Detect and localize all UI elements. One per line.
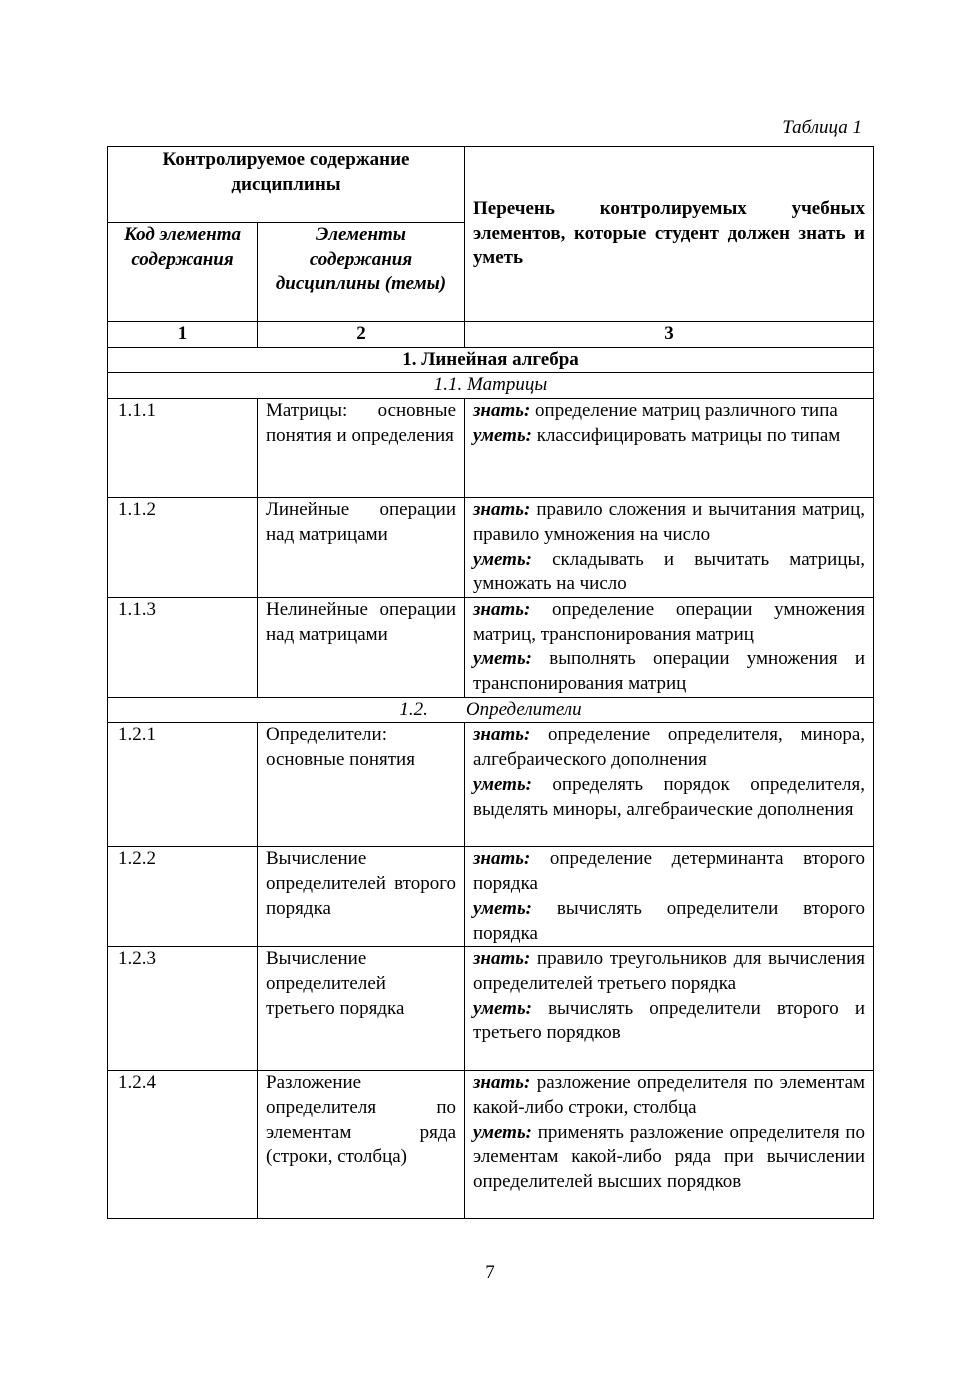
page-number: 7: [485, 1262, 495, 1283]
table-row: [108, 1071, 874, 1219]
element-title: Линейные операции над матрицами: [258, 498, 465, 598]
can-text: складывать и вычитать матрицы, умножать на число: [473, 548, 866, 595]
element-code: 1.2.1: [108, 723, 258, 847]
table-caption: Таблица 1: [782, 117, 862, 138]
element-description: [465, 399, 874, 498]
know-label: знать:: [473, 848, 531, 870]
element-title: Нелинейные операции над матрицами: [258, 597, 465, 697]
know-label: знать:: [473, 598, 531, 620]
table-row: [108, 399, 874, 498]
can-text: вычислять определители второго порядка: [473, 897, 866, 944]
element-title: Вычисление определителей второго порядка: [258, 847, 465, 947]
table-row: [108, 947, 874, 1071]
element-description: [465, 1071, 874, 1219]
can-label: уметь:: [473, 424, 532, 446]
subsection-title: 1.1. Матрицы: [108, 373, 874, 399]
table-row: [108, 847, 874, 947]
element-description: [465, 597, 874, 697]
element-code: 1.1.2: [108, 498, 258, 598]
can-text: вычислять определители второго и третьего порядков: [473, 997, 866, 1044]
can-label: уметь:: [473, 773, 532, 795]
subsection-name: Определители: [465, 698, 582, 720]
can-text: применять разложение определителя по элементам какой-либо ряда при вычислении определителей высших порядков: [473, 1121, 866, 1193]
element-description: [465, 498, 874, 598]
know-text: определение матриц различного типа: [535, 400, 838, 422]
can-label: уметь:: [473, 548, 532, 570]
can-label: уметь:: [473, 897, 532, 919]
table-row: [108, 498, 874, 598]
know-text: правило сложения и вычитания матриц, правило умножения на число: [473, 499, 866, 545]
can-text: классифицировать матрицы по типам: [536, 424, 841, 446]
element-code: 1.2.4: [108, 1071, 258, 1219]
know-text: определение определителя, минора, алгебраического дополнения: [473, 724, 866, 771]
element-description: [465, 723, 874, 847]
column-number-3: 3: [465, 322, 874, 348]
element-code: 1.2.3: [108, 947, 258, 1071]
element-description: [465, 847, 874, 947]
element-description: [465, 947, 874, 1071]
can-label: уметь:: [473, 648, 532, 670]
can-label: уметь:: [473, 997, 532, 1019]
element-title: Определители: основные понятия: [258, 723, 465, 847]
header-controlled-content: Контролируемое содержание дисциплины: [108, 147, 465, 223]
can-label: уметь:: [473, 1121, 532, 1143]
know-text: определение операции умножения матриц, транспонирования матриц: [473, 598, 866, 645]
know-label: знать:: [473, 948, 531, 970]
element-title: Вычисление определителей третьего порядка: [258, 947, 465, 1071]
header-code: Код элемента содержания: [108, 223, 258, 322]
element-code: 1.1.3: [108, 597, 258, 697]
element-code: 1.1.1: [108, 399, 258, 498]
header-list: Перечень контролируемых учебных элементов, которые студент должен знать и уметь: [465, 147, 874, 322]
know-label: знать:: [473, 499, 531, 521]
column-number-1: 1: [108, 322, 258, 348]
element-title: Разложение определителя по элементам ряда (строки, столбца): [258, 1071, 465, 1219]
know-text: правило треугольников для вычисления определителей третьего порядка: [473, 948, 866, 994]
element-title: Матрицы: основные понятия и определения: [258, 399, 465, 498]
know-text: разложение определителя по элементам какой-либо строки, столбца: [473, 1072, 866, 1118]
table-row: [108, 723, 874, 847]
section-title: 1. Линейная алгебра: [108, 347, 874, 373]
header-elements: Элементы содержания дисциплины (темы): [258, 223, 465, 322]
subsection-number: 1.2.: [399, 698, 428, 720]
know-label: знать:: [473, 1072, 531, 1094]
table-row: [108, 597, 874, 697]
know-label: знать:: [473, 724, 531, 746]
can-text: выполнять операции умножения и транспонирования матриц: [473, 648, 866, 695]
subsection-title: [108, 697, 874, 723]
know-text: определение детерминанта второго порядка: [473, 848, 866, 895]
can-text: определять порядок определителя, выделять миноры, алгебраические дополнения: [473, 773, 866, 820]
discipline-content-table: [107, 146, 874, 1219]
know-label: знать:: [473, 400, 531, 422]
element-code: 1.2.2: [108, 847, 258, 947]
column-number-2: 2: [258, 322, 465, 348]
